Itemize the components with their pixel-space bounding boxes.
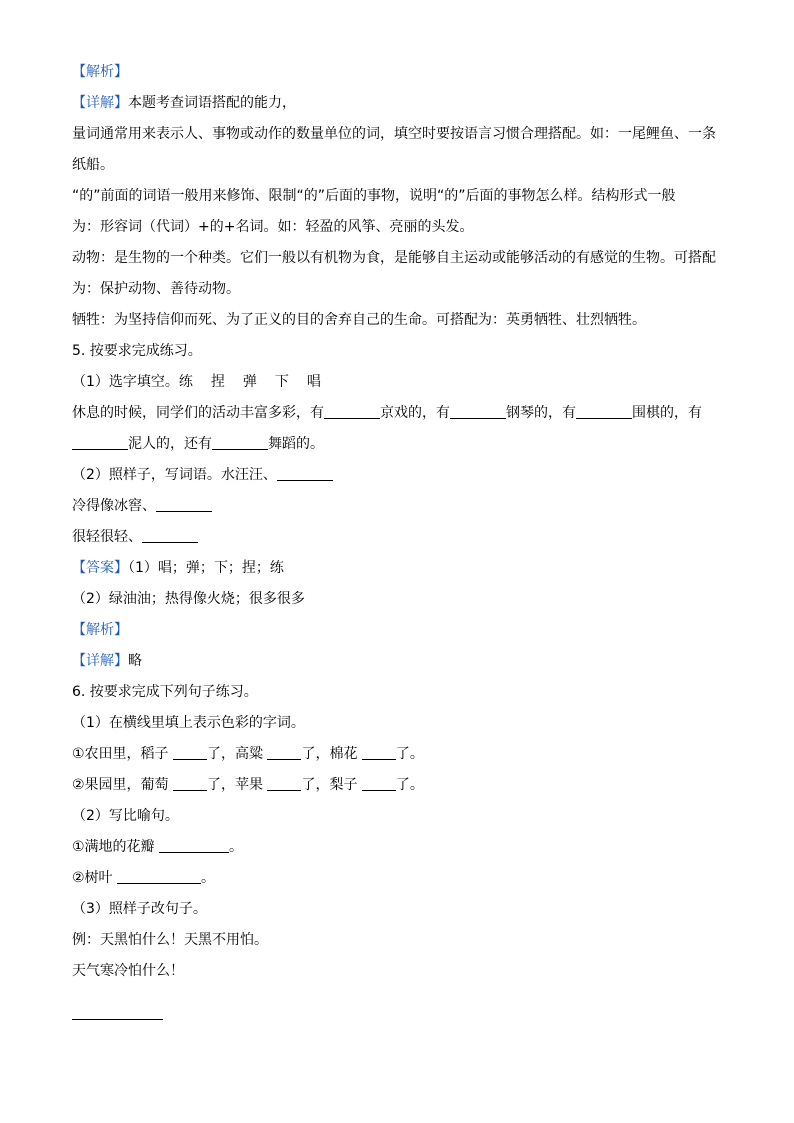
q6-rewrite-example: 例：天黑怕什么！天黑不用怕。 xyxy=(72,932,268,948)
q5-sub1-choose-characters: （1）选字填空。练 捏 弹 下 唱 xyxy=(72,374,321,390)
char-option: 唱 xyxy=(306,374,321,390)
q6-simile-petals: ①满地的花瓣 。 xyxy=(72,839,244,855)
answer-blank[interactable] xyxy=(362,775,396,791)
paragraph-de-line1: “的”前面的词语一般用来修饰、限制“的”后面的事物，说明“的”后面的事物怎么样。结构形式一般 xyxy=(72,188,676,204)
paragraph-animal-line2: 为：保护动物、善待动物。 xyxy=(72,281,240,297)
q5-fill-line2: 泥人的，还有 舞蹈的。 xyxy=(72,434,722,454)
answer-blank[interactable] xyxy=(267,744,301,760)
q5-pattern-example-2: 很轻很轻、 xyxy=(72,527,722,547)
char-option: 弹 xyxy=(242,374,257,390)
paragraph-measure-words-line1: 量词通常用来表示人、事物或动作的数量单位的词，填空时要按语言习惯合理搭配。如：一尾鲤鱼、一条 xyxy=(72,126,716,142)
document-page xyxy=(72,62,722,992)
answer-line-2: （2）绿油油；热得像火烧；很多很多 xyxy=(72,591,305,607)
detail-brief: 【详解】略 xyxy=(72,653,142,669)
paragraph-sacrifice: 牺牲：为坚持信仰而死、为了正义的目的舍弃自己的生命。可搭配为：英勇牺牲、壮烈牺牲。 xyxy=(72,312,646,328)
paragraph-animal-line1: 动物：是生物的一个种类。它们一般以有机物为食，是能够自主运动或能够活动的有感觉的生物。可搭配 xyxy=(72,250,716,266)
answer-blank[interactable] xyxy=(450,403,506,419)
q5-fill-line1: 休息的时候，同学们的活动丰富多彩，有 京戏的，有 钢琴的，有 围棋的，有 xyxy=(72,405,702,421)
answer-blank[interactable] xyxy=(173,744,207,760)
answer-blank[interactable] xyxy=(117,868,201,884)
answer-blank[interactable] xyxy=(72,434,128,450)
answer-blank[interactable] xyxy=(156,496,212,512)
q6-farmland-sentence: ①农田里，稻子 了，高粱 了，棉花 了。 xyxy=(72,746,424,762)
answer-blank[interactable] xyxy=(159,837,229,853)
paragraph-de-line2: 为：形容词（代词）+的+名词。如：轻盈的风筝、亮丽的头发。 xyxy=(72,219,474,235)
question-5-title: 5. 按要求完成练习。 xyxy=(72,343,202,359)
char-option: 下 xyxy=(274,374,289,390)
answer-blank[interactable] xyxy=(576,403,632,419)
q6-sub2-simile: （2）写比喻句。 xyxy=(72,808,179,824)
analysis-heading-2: 【解析】 xyxy=(72,622,128,638)
q5-pattern-example-1: 冷得像冰窖、 xyxy=(72,496,722,516)
answer-blank[interactable] xyxy=(212,434,268,450)
answer-line-1: 【答案】（1）唱；弹；下；捏；练 xyxy=(72,560,284,576)
answer-blank[interactable] xyxy=(277,465,333,481)
answer-blank[interactable] xyxy=(362,744,396,760)
char-option: 捏 xyxy=(210,374,225,390)
answer-blank[interactable] xyxy=(267,775,301,791)
q5-sub2-word-pattern: （2）照样子，写词语。水汪汪、 xyxy=(72,465,722,485)
paragraph-measure-words-line2: 纸船。 xyxy=(72,157,114,173)
detail-intro: 【详解】本题考查词语搭配的能力， xyxy=(72,95,296,111)
q6-rewrite-target: 天气寒冷怕什么！ xyxy=(72,963,184,979)
q6-orchard-sentence: ②果园里，葡萄 了，苹果 了，梨子 了。 xyxy=(72,777,424,793)
q6-sub1-color-words: （1）在横线里填上表示色彩的字词。 xyxy=(72,715,305,731)
answer-blank[interactable] xyxy=(173,775,207,791)
answer-blank[interactable] xyxy=(142,527,198,543)
analysis-heading: 【解析】 xyxy=(72,64,128,80)
answer-blank[interactable] xyxy=(72,1019,163,1020)
q6-simile-leaves: ②树叶 。 xyxy=(72,870,216,886)
question-6-title: 6. 按要求完成下列句子练习。 xyxy=(72,684,258,700)
answer-blank[interactable] xyxy=(324,403,380,419)
q6-sub3-rewrite: （3）照样子改句子。 xyxy=(72,901,207,917)
